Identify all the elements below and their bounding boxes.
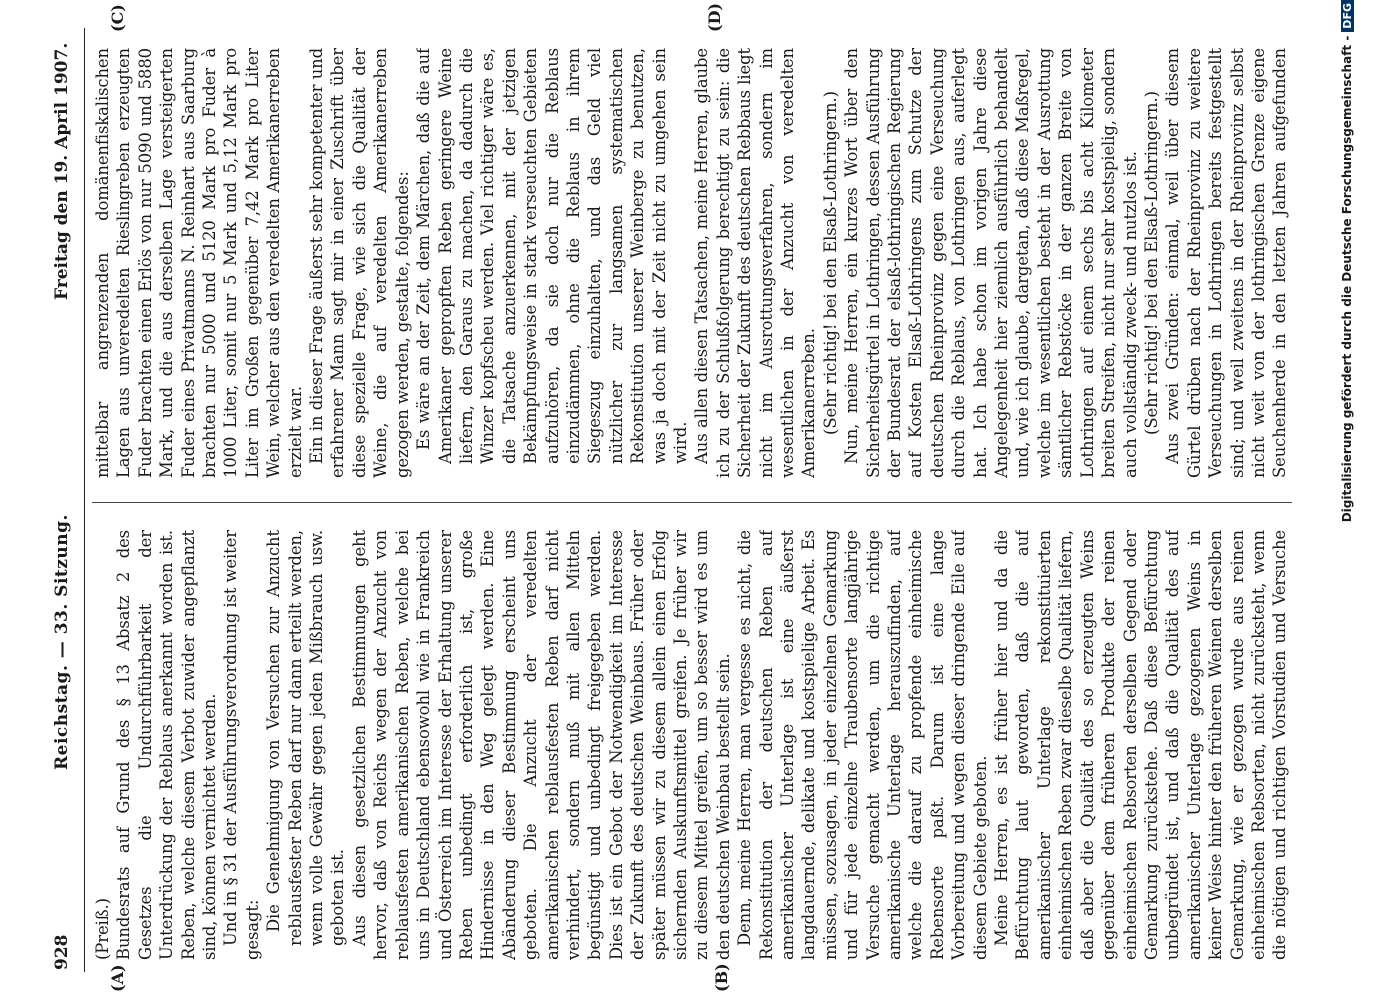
quoted-paragraph: Es wäre an der Zeit, dem Märchen, daß die auf Amerikaner gepropften Reben geringere Weine liefern, den Garaus zu machen, da dadurch die Winzer kopfscheu werden. Viel richtiger wäre es, die Tatsache anzuerkennen, mit der jetzigen Bekämpfungsweise in stark verseuchten Gebieten aufzuhören, da sie doch nur die Reblaus einzudämmen, ohne die Reblaus in ihrem Siegeszug einzuhalten, und das Geld viel nützlicher zur langsamen systematischen Rekonstitution unserer Weinberge zu benutzen, was ja doch mit der Zeit nicht zu umgehen sein wird. xyxy=(414,48,690,464)
paragraph: Aus diesen gesetzlichen Bestimmungen geht hervor, daß von Reichs wegen der Anzucht von reblausfesten amerikanischen Reben, welche bei uns in Deutschland ebensowohl wie in Frankreich und Österreich im Interesse der Erhaltung unserer Reben unbedingt erforderlich ist, große Hindernisse in den Weg gelegt werden. Eine Abänderung dieser Bestimmung erscheint uns geboten. Die Anzucht der veredelten amerikanischen reblausfesten Reben darf nicht verhindert, sondern muß mit allen Mitteln begünstigt und unbedingt freigegeben werden. Dies ist ein Gebot der Notwendigkeit im Interesse der Zukunft des deutschen Weinbaus. Früher oder später müssen wir zu diesem allein einen Erfolg sichernden Auskunftsmittel greifen. Je früher wir zu diesem Mittel greifen, um so besser wird es um den deutschen Weinbau bestellt sein. xyxy=(349,530,733,960)
paragraph: Denn, meine Herren, man vergesse es nicht, die Rekonstitution der deutschen Reben auf amerikanischer Unterlage ist eine äußerst langdauernde, delikate und kostspielige Arbeit. Es müssen, sozusagen, in jeder einzelnen Gemarkung und für jede einzelne Traubensorte langjährige Versuche gemacht werden, um die richtige amerikanische Unterlage herauszufinden, auf welche die darauf zu propfende einheimische Rebensorte paßt. Darum ist eine lange Vorbereitung und wegen dieser dringende Eile auf diesem Gebiete geboten. xyxy=(735,530,990,960)
session-date: Freitag den 19. April 1907. xyxy=(52,42,72,300)
header-rule xyxy=(84,28,85,972)
page-title: Reichstag. — 33. Sitzung. xyxy=(52,514,72,770)
interjection: (Sehr richtig! bei den Elsaß-Lothringern.) xyxy=(820,91,840,435)
margin-mark-a: (A) xyxy=(108,964,127,992)
paragraph: mittelbar angrenzenden domänenfiskalischen Lagen aus unveredelten Rieslingreben erzeugten Fuder brachten einen Erlös von nur 5090 und 5880 Mark, und die aus derselben Lage versteigerten Fuder eines Privatmanns N. Reinhart aus Saarburg brachten nur 5000 und 5120 Mark pro Fuder à 1000 Liter, somit nur 5 Mark und 5,12 Mark pro Liter im Großen gegenüber 7,42 Mark pro Liter Wein, welcher aus den veredelten Amerikanerreben erzielt war. xyxy=(93,48,305,478)
column-divider xyxy=(92,502,1292,503)
paragraph: Und in § 31 der Ausführungsverordnung ist weiter gesagt: xyxy=(221,530,262,960)
paragraph: Aus allen diesen Tatsachen, meine Herren, glaube ich zu der Schlußfolgerung berechtigt zu sein: die Sicherheit der Zukunft des deutschen Rebbaus liegt nicht im Ausrottungsverfahren, sondern im wesentlichen in der Anzucht von veredelten Amerikanerreben. xyxy=(692,48,819,478)
digitization-credit xyxy=(1340,0,1354,1000)
speaker-tag: (Preiß.) xyxy=(93,898,112,960)
page-number: 928 xyxy=(52,934,72,970)
paragraph: Bundesrats auf Grund des § 13 Absatz 2 des Gesetzes die Undurchführbarkeit der Unterdrückung der Reblaus anerkannt worden ist. Reben, welche diesem Verbot zuwider angepflanzt sind, können vernichtet werden. xyxy=(114,530,220,960)
dfg-logo: DFG xyxy=(1341,0,1354,32)
interjection: (Sehr richtig! bei den Elsaß-Lothringern.) xyxy=(1141,91,1161,435)
margin-mark-b: (B) xyxy=(712,963,731,992)
margin-mark-d: (D) xyxy=(705,2,724,32)
left-text-column xyxy=(92,530,1292,960)
paragraph: Ein in dieser Frage äußerst sehr kompetenter und erfahrener Mann sagt mir in einer Zuschrift über diese spezielle Frage, wie sich die Qualität der Weine, die auf veredelten Amerikanerreben gezogen werden, gestalte, folgendes: xyxy=(307,48,412,478)
paragraph: Nun, meine Herren, ein kurzes Wort über den Sicherheitsgürtel in Lothringen, dessen Ausführung der Bundesrat der elsaß-lothringischen Regierung auf Kosten Elsaß-Lothringens zum Schutze der deutschen Rheinprovinz gegen eine Verseuchung durch die Reblaus, von Lothringen aus, auferlegt hat. Ich habe schon im vorigen Jahre diese Angelegenheit hier ziemlich ausführlich behandelt und, wie ich glaube, dargetan, daß diese Maßregel, welche im wesentlichen besteht in der Ausrottung sämtlicher Rebstöcke in der ganzen Breite von Lothringen auf einem sechs bis acht Kilometer breiten Streifen, nicht nur sehr kostspielig, sondern auch vollständig zweck- und nutzlos ist. xyxy=(842,48,1140,478)
paragraph: Meine Herren, es ist früher hier und da die Befürchtung laut geworden, daß die auf amerikanischer Unterlage rekonstituierten einheimischen Reben zwar dieselbe Qualität liefern, daß aber die Qualität des so erzeugten Weins gegenüber dem früheren Produkte der reinen einheimischen Rebsorten derselben Gegend oder Gemarkung zurückstehe. Daß diese Befürchtung unbegründet ist, und daß die Qualität des auf amerikanischer Unterlage gezogenen Weins in keiner Weise hinter den früheren Weinen derselben Gemarkung, wie er gezogen wurde aus reinen einheimischen Rebsorten, nicht zurücksteht, wenn die nötigen und richtigen Vorstudien und Versuche xyxy=(992,530,1290,960)
right-text-column xyxy=(92,48,1292,478)
paragraph: Aus zwei Gründen: einmal, weil über diesem Gürtel drüben nach der Rheinprovinz zu weitere Verseuchungen in Lothringen bereits festgestellt sind; und weil zweitens in der Rheinprovinz selbst nicht weit von der lothringischen Grenze eigene Seuchenherde in den letzten Jahren aufgefunden xyxy=(1163,48,1290,478)
margin-mark-c: (C) xyxy=(108,4,127,32)
credit-text: Digitalisierung gefördert durch die Deutsche Forschungsgemeinschaft - xyxy=(1340,35,1354,523)
quoted-paragraph: Die Genehmigung von Versuchen zur Anzucht reblausfester Reben darf nur dann erteilt werden, wenn volle Gewähr gegen jeden Mißbrauch usw. geboten ist. xyxy=(264,530,348,946)
